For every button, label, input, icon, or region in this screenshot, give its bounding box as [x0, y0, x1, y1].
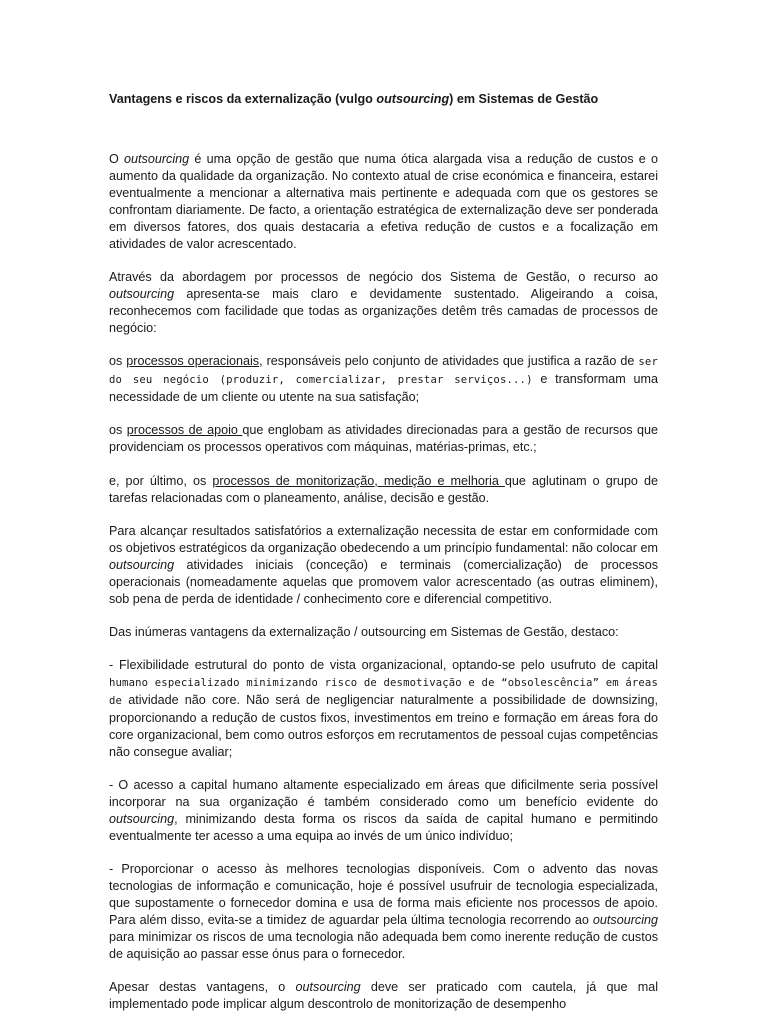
p4-b-underlined: processos de apoio — [126, 423, 243, 438]
p5-c: que aglutinam o grupo de tarefas relacionadas com o planeamento, análise, decisão e gestão. — [109, 473, 658, 505]
paragraph-advantage-technology — [109, 861, 658, 962]
p1-b: outsourcing — [124, 152, 190, 166]
p10-a: - Proporcionar o acesso às melhores tecnologias disponíveis. Com o advento das novas tecnologias de informação e comunicação, hoje é possível usufruir de tecnologia especializada, que supostamente o fornecedor domina e usa de forma mais eficiente nos processos de apoio. Para além disso, evita-se a timidez de aguardar pela última tecnologia recorrendo ao — [109, 862, 658, 928]
p2-c: apresenta-se mais claro e devidamente sustentado. Aligeirando a coisa, reconhecemos com facilidade que todas as organizações detêm três camadas de processos de negócio: — [109, 286, 658, 335]
paragraph-caution — [109, 979, 658, 1013]
paragraph-advantage-flexibility — [109, 657, 658, 760]
p6-a: Para alcançar resultados satisfatórios a externalização necessita de estar em conformidade com os objetivos estratégicos da organização obedecendo a um princípio fundamental: não colocar em — [109, 523, 658, 555]
paragraph-monitoring-processes — [109, 473, 658, 507]
paragraph-process-approach — [109, 269, 658, 337]
paragraph-advantage-human-capital — [109, 777, 658, 845]
p6-c: atividades iniciais (conceção) e terminais (comercialização) de processos operacionais (nomeadamente aquelas que promovem valor acrescentado (as outras eliminem), sob pena de perda de identidade / conhecimento core e diferencial competitivo. — [109, 557, 658, 606]
p3-e: e transformam uma necessidade de um cliente ou utente na sua satisfação; — [109, 371, 658, 404]
title-text-2: ) em Sistemas de Gestão — [449, 92, 599, 106]
p9-c: , minimizando desta forma os riscos da saída de capital humano e permitindo eventualmente ter acesso a uma equipa ao invés de um único indivíduo; — [109, 812, 658, 843]
p8-c: atividade não core. Não será de negligenciar naturalmente a possibilidade de downsizing, proporcionando a redução de custos fixos, investimentos em treino e formação em áreas fora do core organizacional, bem como outros esforços em recrutamentos de pessoal cujas competências não consegue avaliar; — [109, 693, 658, 759]
p11-b: outsourcing — [295, 980, 361, 995]
p9-b: outsourcing — [109, 812, 175, 827]
p5-a: e, por último, os — [109, 473, 213, 488]
p10-c: para minimizar os riscos de uma tecnologia não adequada bem como inerente redução de custos de aquisição ao passar esse ónus para o fornecedor. — [109, 930, 658, 961]
p3-c: , responsáveis pelo conjunto de atividades que justifica a razão de — [259, 354, 639, 369]
p11-a: Apesar destas vantagens, o — [109, 980, 296, 995]
p8-b: humano especializado minimizando risco de desmotivação e de “obsolescência” em áreas de — [109, 677, 658, 708]
p3-a: os — [109, 354, 127, 369]
title-text-1: Vantagens e riscos da externalização (vulgo — [109, 92, 377, 106]
p2-b: outsourcing — [109, 286, 175, 301]
p10-b: outsourcing — [592, 913, 658, 928]
p3-d: ser do seu negócio (produzir, comercializar, prestar serviços...) — [109, 356, 658, 386]
p6-b: outsourcing — [109, 557, 175, 572]
p1-c: é uma opção de gestão que numa ótica alargada visa a redução de custos e o aumento da qualidade da organização. No contexto atual de crise económica e financeira, estarei eventualmente a mencionar a alternativa mais pertinente e adequada com que os gestores se confrontam diariamente. De facto, a orientação estratégica de externalização deve ser ponderada em diversos fatores, dos quais destacaria a efetiva redução de custos e a focalização em atividades de valor acrescentado. — [109, 152, 658, 251]
p2-a: Através da abordagem por processos de negócio dos Sistema de Gestão, o recurso ao — [109, 269, 658, 284]
paragraph-operational-processes — [109, 353, 658, 406]
p3-b-underlined: processos operacionais — [126, 354, 260, 369]
paragraph-intro — [109, 151, 658, 252]
p4-a: os — [109, 423, 127, 438]
paragraph-advantages-intro — [109, 624, 658, 641]
p8-a: - Flexibilidade estrutural do ponto de vista organizacional, optando-se pelo usufruto de capital — [109, 658, 658, 673]
p4-c: que englobam as atividades direcionadas para a gestão de recursos que providenciam os processos operativos com máquinas, matérias-primas, etc.; — [109, 423, 658, 455]
p1-a: O — [109, 152, 125, 166]
paragraph-principle — [109, 523, 658, 608]
title-text-italic: outsourcing — [376, 92, 450, 106]
p7-a: Das inúmeras vantagens da externalização / outsourcing em Sistemas de Gestão, destaco: — [109, 624, 619, 639]
p5-b-underlined: processos de monitorização, medição e melhoria — [212, 473, 505, 488]
document-body — [109, 91, 658, 1024]
paragraph-support-processes — [109, 422, 658, 456]
p9-a: - O acesso a capital humano altamente especializado em áreas que dificilmente seria possível incorporar na sua organização é também considerado como um benefício evidente do — [109, 778, 658, 810]
document-title — [109, 91, 658, 108]
p11-c: deve ser praticado com cautela, já que mal implementado pode implicar algum descontrolo de monitorização de desempenho — [109, 980, 658, 1012]
